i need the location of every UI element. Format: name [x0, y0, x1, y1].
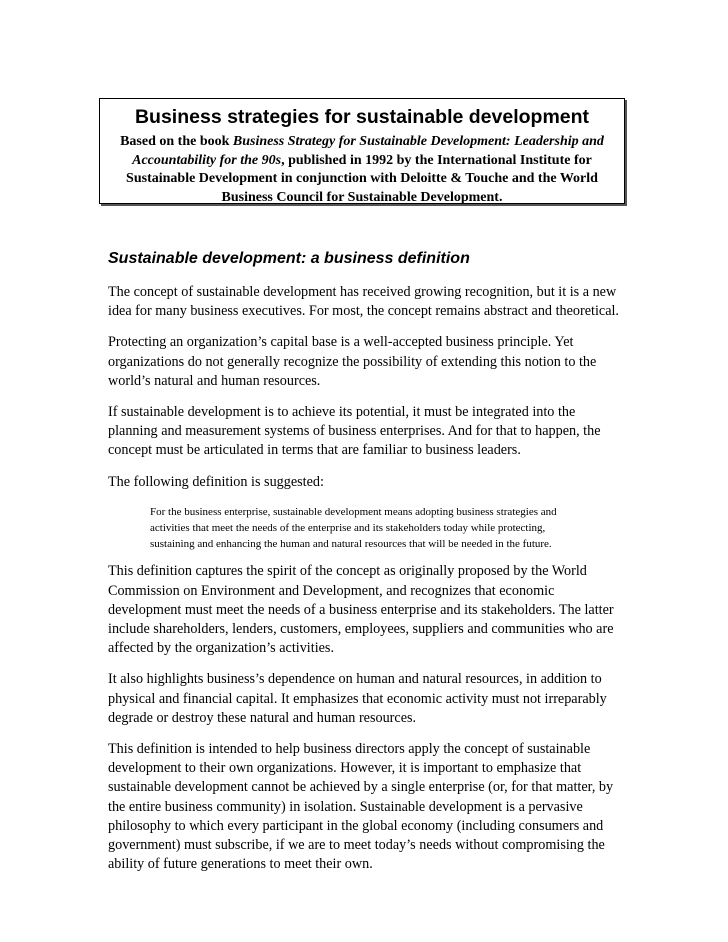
- document-header-box: [99, 98, 625, 204]
- paragraph: The concept of sustainable development has received growing recognition, but it is a new idea for many business executives. For most, the concept remains abstract and theoretical.: [108, 284, 619, 320]
- document-body: [108, 247, 628, 886]
- paragraph: It also highlights business’s dependence on human and natural resources, in addition to physical and financial capital. It emphasizes that economic activity must not irreparably degrade or destroy these natural and human resources.: [108, 671, 607, 726]
- definition-quote: For the business enterprise, sustainable development means adopting business strategies and activities that meet the needs of the enterprise and its stakeholders today while protecting, sustaining and enhancing the human and natural resources that will be needed in the future.: [150, 505, 557, 551]
- paragraph: Protecting an organization’s capital base is a well-accepted business principle. Yet organizations do not generally recognize the possibility of extending this notion to the world’s natural and human resources.: [108, 334, 597, 389]
- paragraph: The following definition is suggested:: [108, 473, 324, 490]
- source-note-prefix: Based on the book: [120, 134, 233, 149]
- document-title: Business strategies for sustainable development: [134, 106, 590, 128]
- document-source-note: [108, 133, 616, 207]
- paragraph: This definition captures the spirit of the concept as originally proposed by the World Commission on Environment and Development, and recognizes that economic development must meet the needs of a business enterprise and its stakeholders. The latter include shareholders, lenders, customers, employees, suppliers and communities who are affected by the organization’s activities.: [108, 563, 614, 657]
- source-note-suffix: , published in 1992 by the International Institute for Sustainable Development in conjunction with Deloitte & Touche and the World Business Council for Sustainable Development.: [126, 152, 598, 205]
- paragraph: If sustainable development is to achieve its potential, it must be integrated into the planning and measurement systems of business enterprises. And for that to happen, the concept must be articulated in terms that are familiar to business leaders.: [108, 404, 601, 459]
- paragraph: This definition is intended to help business directors apply the concept of sustainable development to their own organizations. However, it is important to emphasize that sustainable development cannot be achieved by a single enterprise (or, for that matter, by the entire business community) in isolation. Sustainable development is a pervasive philosophy to which every participant in the global economy (including consumers and government) must subscribe, if we are to meet today’s needs without compromising the ability of future generations to meet their own.: [108, 741, 614, 873]
- book-title: Business Strategy for Sustainable Development: Leadership and Accountability for the 90s: [132, 134, 604, 168]
- section-heading: Sustainable development: a business definition: [108, 250, 470, 267]
